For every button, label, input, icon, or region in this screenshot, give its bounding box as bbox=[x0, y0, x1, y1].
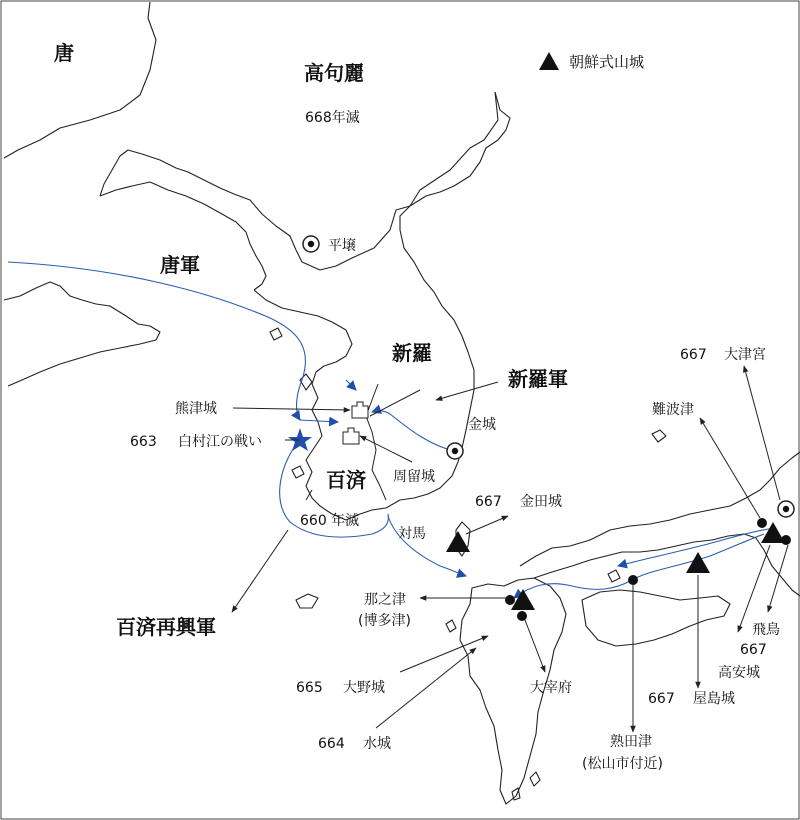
ono-label: 大野城 bbox=[343, 680, 385, 696]
city-markers bbox=[303, 236, 794, 621]
tang-army-route bbox=[8, 262, 305, 420]
takayasu-year: 667 bbox=[740, 642, 767, 658]
coast-liaodong bbox=[100, 92, 498, 270]
nikitatsu-label: 熟田津 bbox=[610, 734, 652, 750]
ono-year: 665 bbox=[296, 680, 323, 696]
ungjin-label: 熊津城 bbox=[175, 401, 217, 417]
nanotsu-label: 那之津 bbox=[364, 592, 406, 608]
legend-triangle-icon bbox=[539, 52, 559, 70]
baekje-silla-border bbox=[366, 384, 386, 500]
coast-mainland bbox=[4, 2, 156, 158]
tang-army-label: 唐軍 bbox=[160, 253, 200, 277]
geumseong-marker-icon bbox=[447, 443, 463, 459]
island-gotō bbox=[446, 620, 456, 632]
region-baekje: 百済 bbox=[326, 468, 366, 492]
naniwa-label: 難波津 bbox=[652, 402, 694, 418]
region-goguryeo: 高句麗 bbox=[304, 61, 364, 85]
island-korea-2 bbox=[292, 466, 304, 478]
tsushima-label: 対馬 bbox=[398, 526, 426, 542]
nikitatsu-dot-icon bbox=[628, 575, 638, 585]
coast-korea-west bbox=[254, 290, 386, 520]
fortress-markers bbox=[446, 52, 785, 610]
takayasu-label: 高安城 bbox=[718, 665, 760, 681]
churyu-castle-icon bbox=[343, 428, 359, 444]
tang-army-route-2 bbox=[300, 420, 338, 422]
baekje-revival-label: 百済再興軍 bbox=[116, 615, 216, 639]
coast-shikoku bbox=[582, 590, 730, 646]
nanotsu-dot-icon bbox=[505, 595, 515, 605]
dazaifu-label: 大宰府 bbox=[530, 680, 572, 696]
mizuki-year: 664 bbox=[318, 736, 345, 752]
otsu-label: 大津宮 bbox=[724, 347, 766, 363]
island-korea-4 bbox=[270, 328, 282, 340]
labels bbox=[54, 41, 780, 772]
silla-army-route bbox=[372, 411, 458, 452]
baekgang-label: 白村江の戦い bbox=[178, 434, 262, 450]
coast-shandong bbox=[4, 282, 160, 386]
island-oki bbox=[652, 430, 666, 442]
kaneda-year: 667 bbox=[475, 494, 502, 510]
nanotsu-sub: (博多津) bbox=[358, 613, 411, 629]
asuka-marker-icon bbox=[778, 501, 794, 517]
region-silla: 新羅 bbox=[392, 341, 432, 365]
asuka-label: 飛鳥 bbox=[752, 622, 780, 638]
island-korea-3 bbox=[296, 594, 318, 608]
churyu-label: 周留城 bbox=[393, 469, 435, 485]
kaneda-label: 金田城 bbox=[520, 494, 562, 510]
baekgang-year: 663 bbox=[130, 434, 157, 450]
goguryeo-fall: 668年滅 bbox=[305, 110, 360, 126]
legend-label: 朝鮮式山城 bbox=[569, 53, 645, 71]
pyongyang-marker-icon bbox=[303, 236, 319, 252]
silla-army-label: 新羅軍 bbox=[508, 367, 568, 391]
baekje-fall: 660 年滅 bbox=[300, 513, 360, 529]
mizuki-label: 水城 bbox=[363, 736, 391, 752]
pyongyang-label: 平壌 bbox=[328, 238, 356, 254]
nikitatsu-sub: (松山市付近) bbox=[582, 756, 663, 772]
yashima-year: 667 bbox=[648, 691, 675, 707]
naniwa-dot-icon bbox=[757, 518, 767, 528]
coast-korea-east bbox=[386, 92, 510, 508]
geumseong-label: 金城 bbox=[468, 417, 496, 433]
yashima-label: 屋島城 bbox=[693, 691, 735, 707]
coast-honshu bbox=[520, 452, 800, 566]
region-tang: 唐 bbox=[54, 41, 74, 65]
ungjin-castle-icon bbox=[352, 402, 368, 418]
island-setouchi bbox=[608, 570, 620, 582]
dazaifu-dot-icon bbox=[517, 611, 527, 621]
island-south-1 bbox=[530, 772, 540, 786]
island-south-2 bbox=[512, 788, 520, 800]
otsu-year: 667 bbox=[680, 347, 707, 363]
